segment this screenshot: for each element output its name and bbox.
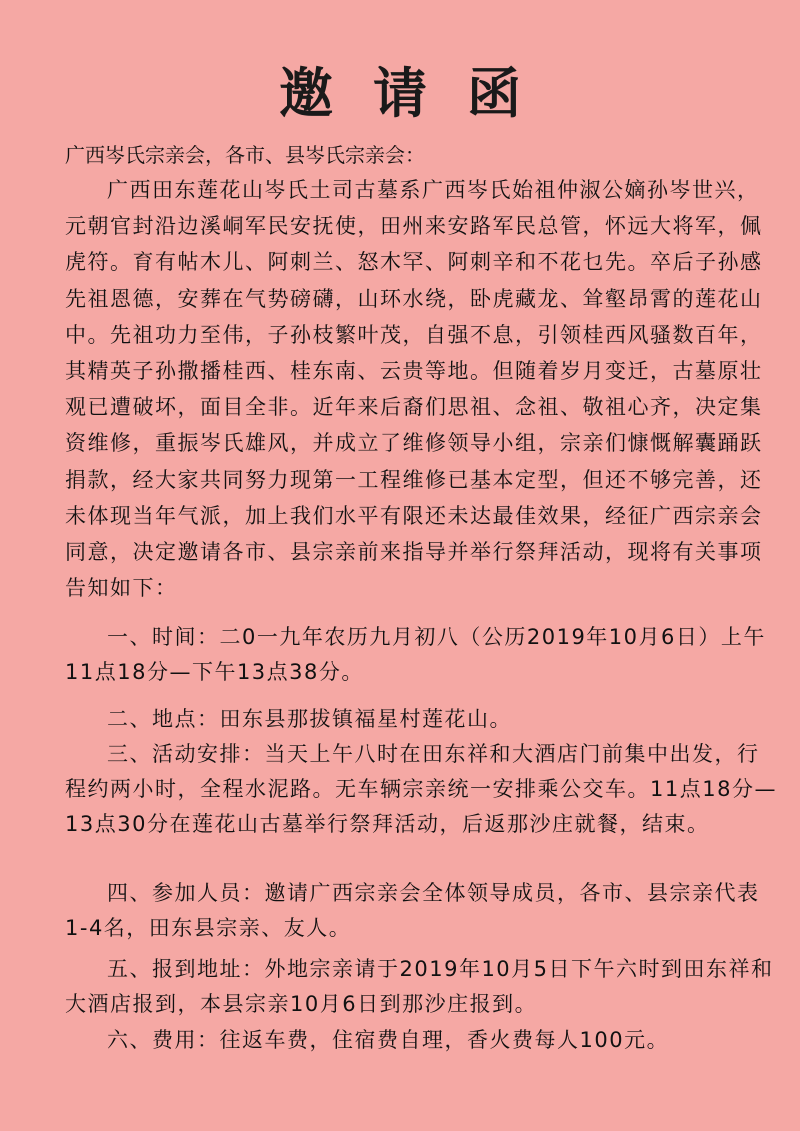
intro-paragraph: 广西田东莲花山岑氏土司古墓系广西岑氏始祖仲淑公嫡孙岑世兴，元朝官封沿边溪峒军民安抚使，田州来安路军民总管，怀远大将军，佩虎符。育有帖木儿、阿刺兰、怒木罕、阿刺辛和不花乜先。卒后子孙感先祖恩德，安葬在气势磅礴，山环水绕，卧虎藏龙、耸壑昂霄的莲花山中。先祖功力至伟，子孙枝繁叶茂，自强不息，引领桂西风骚数百年，其精英子孙撒播桂西、桂东南、云贵等地。但随着岁月变迁，古墓原壮观已遭破坏，面目全非。近年来后裔们思祖、念祖、敬祖心齐，决定集资维修，重振岑氏雄风，并成立了维修领导小组，宗亲们慷慨解囊踊跃捐款，经大家共同努力现第一工程维修已基本定型，但还不够完善，还未体现当年气派，加上我们水平有限还未达最佳效果，经征广西宗亲会同意，决定邀请各市、县宗亲前来指导并举行祭拜活动，现将有关事项告知如下：	[65, 178, 763, 601]
item-time: 一、时间：二0一九年农历九月初八（公历2019年10月6日）上午11点18分—下午13点38分。	[65, 625, 766, 684]
item-location: 二、地点：田东县那拔镇福星村莲花山。	[107, 707, 512, 731]
item-fees: 六、费用：往返车费，住宿费自理，香火费每人100元。	[107, 1028, 670, 1052]
item-participants: 四、参加人员：邀请广西宗亲会全体领导成员，各市、县宗亲代表1-4名，田东县宗亲、友人。	[65, 881, 760, 940]
item-schedule: 三、活动安排：当天上午八时在田东祥和大酒店门前集中出发，行程约两小时，全程水泥路。无车辆宗亲统一安排乘公交车。11点18分—13点30分在莲花山古墓举行祭拜活动，后返那沙庄就餐，结束。	[65, 742, 777, 836]
item-registration: 五、报到地址：外地宗亲请于2019年10月5日下午六时到田东祥和大酒店报到，本县宗亲10月6日到那沙庄报到。	[65, 957, 774, 1016]
letter-title: 邀请函	[279, 61, 561, 125]
salutation: 广西岑氏宗亲会，各市、县岑氏宗亲会：	[65, 143, 425, 167]
